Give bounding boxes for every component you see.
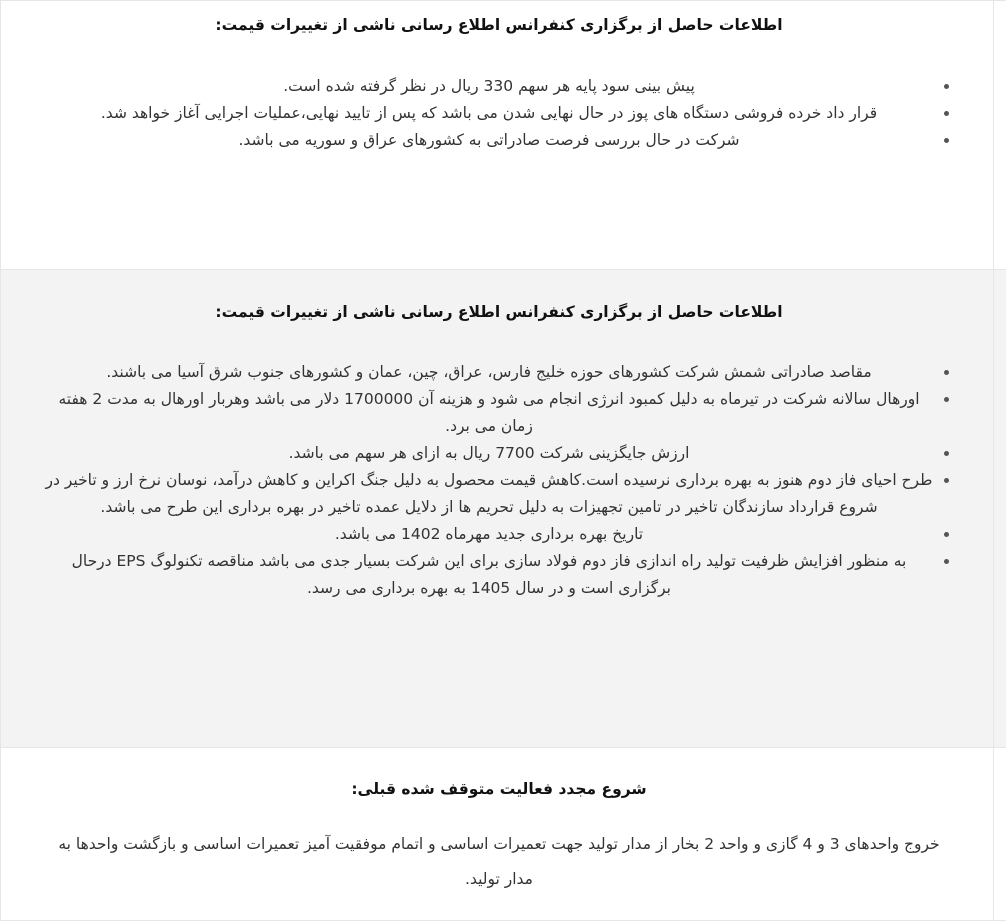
content-cell-bepvand bbox=[1, 748, 994, 921]
company-name-bepvand bbox=[994, 748, 1006, 921]
list-item: • به منظور افزایش ظرفیت تولید راه اندازی فاز دوم فولاد سازی برای این شرکت بسیار جدی می باشد مناقصه تکنولوگ EPS درحال برگزاری است و در سال 1405 به بهره برداری می رسد. bbox=[45, 548, 933, 602]
list-item: • طرح احیای فاز دوم هنوز به بهره برداری نرسیده است.کاهش قیمت محصول به دلیل جنگ اکراین و کاهش درآمد، نوسان نرخ ارز و تاخیر در شروع قرارداد سازندگان تاخیر در تامین تجهیزات به دلیل تحریم ها از دلایل عمده تاخیر در بهره برداری این طرح می باشد. bbox=[45, 467, 933, 521]
company-name-tapkish bbox=[994, 1, 1006, 270]
list-item: • شرکت در حال بررسی فرصت صادراتی به کشورهای عراق و سوریه می باشد. bbox=[45, 127, 933, 154]
table-row-fajhan bbox=[1, 270, 1006, 748]
bullet-list bbox=[45, 359, 953, 602]
list-item: • قرار داد خرده فروشی دستگاه های پوز در حال نهایی شدن می باشد که پس از تایید نهایی،عملیات اجرایی آغاز خواهد شد. bbox=[45, 100, 933, 127]
section-heading: شروع مجدد فعالیت متوقف شده قبلی: bbox=[45, 748, 953, 803]
bullet-list bbox=[45, 73, 953, 154]
content-cell-fajhan bbox=[1, 270, 994, 748]
list-item: • مقاصد صادراتی شمش شرکت کشورهای حوزه خلیج فارس، عراق، چین، عمان و کشورهای جنوب شرق آسیا می باشند. bbox=[45, 359, 933, 386]
table-row-bepvand bbox=[1, 748, 1006, 921]
table-row-tapkish bbox=[1, 1, 1006, 270]
list-item: • ارزش جایگزینی شرکت 7700 ریال به ازای هر سهم می باشد. bbox=[45, 440, 933, 467]
list-item: • تاریخ بهره برداری جدید مهرماه 1402 می باشد. bbox=[45, 521, 933, 548]
list-item: • اورهال سالانه شرکت در تیرماه به دلیل کمبود انرژی انجام می شود و هزینه آن 1700000 دلار می باشد وهربار اورهال به مدت 2 هفته زمان می برد. bbox=[45, 386, 933, 440]
list-item: • پیش بینی سود پایه هر سهم 330 ریال در نظر گرفته شده است. bbox=[45, 73, 933, 100]
content-cell-tapkish bbox=[1, 1, 994, 270]
paragraph-text: خروج واحدهای 3 و 4 گازی و واحد 2 بخار از مدار تولید جهت تعمیرات اساسی و اتمام موفقیت آمیز تعمیرات اساسی و بازگشت واحدها به مدار تولید. bbox=[45, 827, 953, 897]
section-heading: اطلاعات حاصل از برگزاری کنفرانس اطلاع رسانی ناشی از تغییرات قیمت: bbox=[45, 270, 953, 326]
section-heading: اطلاعات حاصل از برگزاری کنفرانس اطلاع رسانی ناشی از تغییرات قیمت: bbox=[45, 1, 953, 39]
company-name-fajhan bbox=[994, 270, 1006, 748]
